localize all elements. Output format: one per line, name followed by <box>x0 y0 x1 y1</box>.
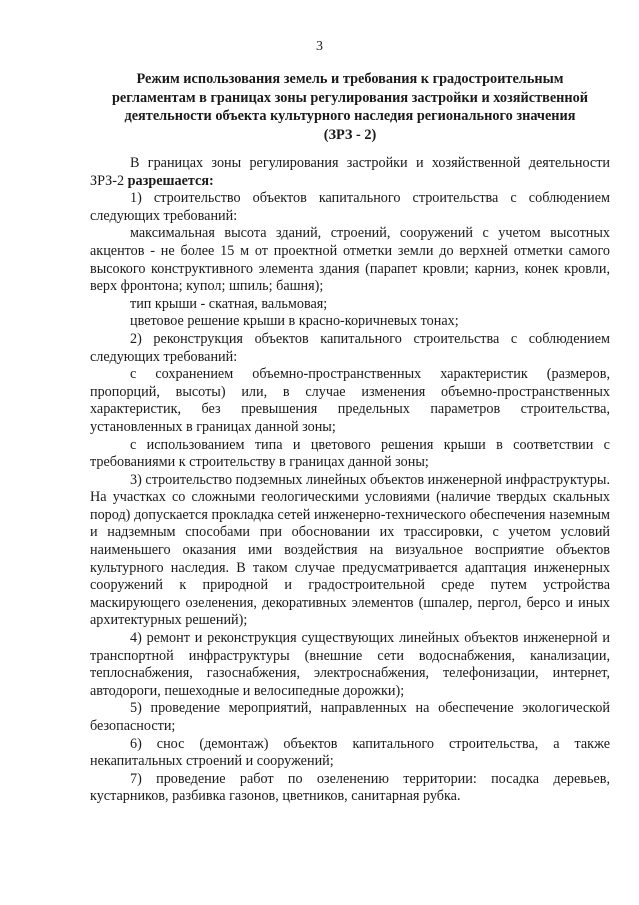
paragraph-7: 7) проведение работ по озеленению территории: посадка деревьев, кустарников, разбивка газонов, цветников, санитарная рубка. <box>90 770 610 805</box>
paragraph-5: 5) проведение мероприятий, направленных на обеспечение экологической безопасности; <box>90 700 610 734</box>
paragraph-height: максимальная высота зданий, строений, сооружений с учетом высотных акцентов - не более 15 м от проектной отметки земли до верхней отметки самого высокого конструктивного элемента здания (парапет кровли; карниз, конек кровли, верх фронтона; купол; шпиль; башня); <box>90 225 610 295</box>
paragraph-4: 4) ремонт и реконструкция существующих линейных объектов инженерной и транспортной инфраструктуры (внешние сети водоснабжения, канализации, теплоснабжения, газоснабжения, электроснабжения, телефонизации, интернет, автодороги, пешеходные и велосипедные дорожки); <box>90 630 610 699</box>
page-number: 3 <box>316 39 323 54</box>
paragraph-1: 1) строительство объектов капитального строительства с соблюдением следующих требований: <box>90 190 610 224</box>
intro-bold: разрешается: <box>127 172 214 189</box>
title-line: Режим использования земель и требования к градостроительным <box>136 71 564 87</box>
paragraph-roof-solution: с использованием типа и цветового решения крыши в соответствии с требованиями к строительству в границах данной зоны; <box>90 436 610 471</box>
paragraph-roof-color: цветовое решение крыши в красно-коричневых тонах; <box>130 313 459 330</box>
paragraph-3: 3) строительство подземных линейных объектов инженерной инфраструктуры. На участках со сложными геологическими условиями (наличие твердых скальных пород) допускается прокладка сетей инженерно-технического обеспечения наземным и надземным способами при обосновании их трассировки, с учетом условий наименьшего оказания ими воздействия на визуальное восприятие объектов культурного наследия. В таком случае предусматривается адаптация инженерных сооружений к природной и градостроительной среде путем устройства маскирующего озеленения, декоративных элементов (шпалер, пергол, берсо и иных архитектурных решений); <box>90 471 610 629</box>
title-line: (ЗРЗ - 2) <box>323 126 377 143</box>
paragraph-6: 6) снос (демонтаж) объектов капитального строительства, а также некапитальных строений и сооружений; <box>90 735 610 770</box>
paragraph-volume: с сохранением объемно-пространственных характеристик (размеров, пропорций, высоты) или, в случае изменения объемно-пространственных характеристик, без превышения предельных параметров строительства, установленных в границах данной зоны; <box>90 366 610 435</box>
document-title <box>90 70 610 144</box>
title-line: деятельности объекта культурного наследия регионального значения <box>124 108 576 124</box>
intro-text: В границах зоны регулирования застройки и хозяйственной деятельности ЗРЗ-2 <box>90 155 610 189</box>
paragraph-2: 2) реконструкция объектов капитального строительства с соблюдением следующих требований: <box>90 330 610 365</box>
intro-paragraph <box>90 155 610 190</box>
paragraph-roof-type: тип крыши - скатная, вальмовая; <box>130 295 328 312</box>
title-line: регламентам в границах зоны регулирования застройки и хозяйственной <box>111 89 589 106</box>
document-body <box>90 155 610 806</box>
